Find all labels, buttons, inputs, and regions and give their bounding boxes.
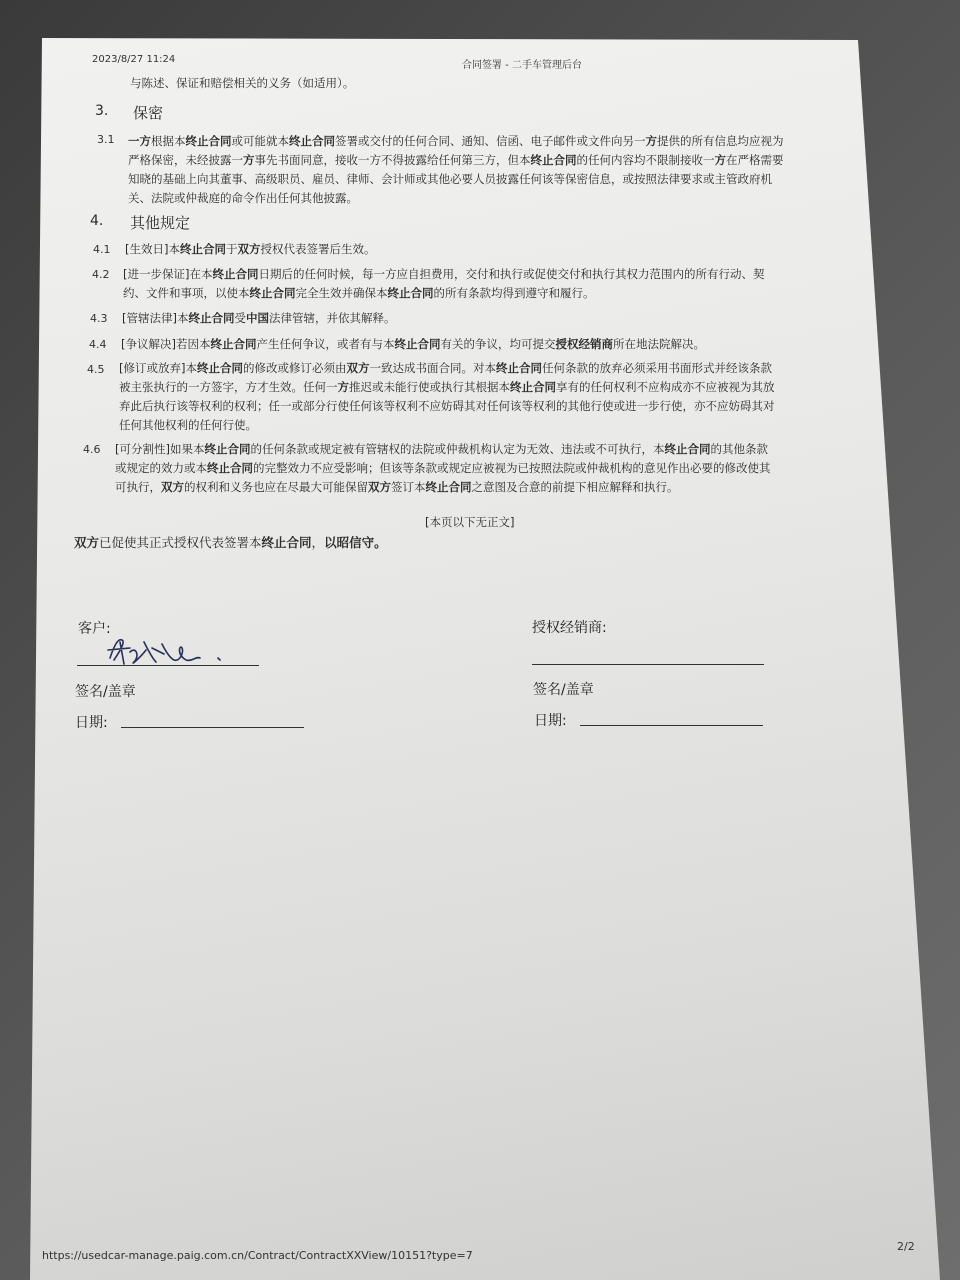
page-number: 2/2	[897, 1240, 915, 1253]
continuation-text: 与陈述、保证和赔偿相关的义务（如适用）。	[130, 76, 355, 90]
section-4-number: 4.	[90, 213, 104, 229]
text-line: 可执行，双方的权利和义务也应在尽最大可能保留双方签订本终止合同之意图及合意的前提下相应解释和执行。	[115, 480, 679, 494]
text-line: 被主张执行的一方签字，方才生效。任何一方推迟或未能行使或执行其根据本终止合同享有的任何权利不应构成亦不应被视为其放	[119, 380, 775, 394]
clause-4-6-number: 4.6	[83, 443, 101, 456]
clause-4-6-text	[115, 440, 771, 497]
dealer-date-line[interactable]	[580, 725, 763, 726]
customer-sign-label: 签名/盖章	[75, 684, 136, 700]
section-4-title: 其他规定	[130, 214, 191, 232]
text-line: 知晓的基础上向其董事、高级职员、雇员、律师、会计师或其他必要人员披露任何该等保密信息，或按照法律要求或主管政府机	[128, 172, 772, 186]
text-line: 关、法院或仲裁庭的命令作出任何其他披露。	[128, 191, 358, 205]
dealer-date-label: 日期:	[534, 713, 567, 729]
text-line: 任何其他权利的任何行使。	[119, 418, 257, 432]
clause-4-5-text	[119, 359, 775, 435]
print-datetime: 2023/8/27 11:24	[92, 54, 176, 65]
text-line: [修订或放弃]本终止合同的修改或修订必须由双方一致达成书面合同。对本终止合同任何条款的放弃必须采用书面形式并经该条款	[119, 361, 772, 375]
customer-date-label: 日期:	[75, 715, 108, 731]
customer-signature-image	[100, 628, 240, 670]
clause-4-4-text	[121, 335, 705, 354]
section-3-number: 3.	[95, 103, 109, 119]
clause-4-3-number: 4.3	[90, 312, 108, 325]
clause-4-2-text	[123, 265, 764, 303]
dealer-sign-label: 签名/盖章	[533, 682, 594, 698]
text-line: 一方根据本终止合同或可能就本终止合同签署或交付的任何合同、通知、信函、电子邮件或文件向另一方提供的所有信息均应视为	[128, 134, 784, 148]
clause-4-2-number: 4.2	[92, 268, 110, 281]
text-line: 或规定的效力或本终止合同的完整效力不应受影响；但该等条款或规定应被视为已按照法院或仲裁机构的意见作出必要的修改使其	[115, 461, 771, 475]
no-text-below-note: [本页以下无正文]	[425, 515, 515, 529]
text-line: [进一步保证]在本终止合同日期后的任何时候，每一方应自担费用，交付和执行或促使交付和执行其权力范围内的所有行动、契	[123, 267, 765, 281]
print-url: https://usedcar-manage.paig.com.cn/Contract/ContractXXView/10151?type=7	[42, 1249, 473, 1262]
clause-3-1-text	[128, 132, 784, 208]
witness-clause: 双方已促使其正式授权代表签署本终止合同，以昭信守。	[74, 535, 387, 550]
clause-4-1-number: 4.1	[93, 243, 111, 256]
clause-3-1-number: 3.1	[97, 133, 115, 146]
text-line: 严格保密，未经披露一方事先书面同意，接收一方不得披露给任何第三方，但本终止合同的任何内容均不限制接收一方在严格需要	[128, 153, 784, 167]
clause-4-4-number: 4.4	[89, 338, 107, 351]
text-line: 约、文件和事项，以使本终止合同完全生效并确保本终止合同的所有条款均得到遵守和履行。	[123, 286, 595, 300]
section-3-title: 保密	[133, 104, 164, 122]
text-line: [生效日]本终止合同于双方授权代表签署后生效。	[125, 242, 376, 256]
clause-4-3-text	[122, 309, 395, 328]
customer-label: 客户:	[78, 621, 111, 637]
text-line: [可分割性]如果本终止合同的任何条款或规定被有管辖权的法院或仲裁机构认定为无效、违法或不可执行，本终止合同的其他条款	[115, 442, 768, 456]
customer-signature-line[interactable]	[77, 665, 259, 666]
text-line: [争议解决]若因本终止合同产生任何争议，或者有与本终止合同有关的争议，均可提交授权经销商所在地法院解决。	[121, 337, 705, 351]
customer-date-line[interactable]	[121, 727, 304, 728]
clause-4-1-text	[125, 240, 375, 259]
dealer-label: 授权经销商:	[532, 620, 607, 636]
text-line: 弃此后执行该等权利的权利；任一或部分行使任何该等权利不应妨碍其对任何该等权利的其他行使或进一步行使，亦不应妨碍其对	[119, 399, 775, 413]
dealer-signature-line[interactable]	[532, 664, 764, 665]
print-page-title: 合同签署 - 二手车管理后台	[462, 60, 582, 71]
text-line: [管辖法律]本终止合同受中国法律管辖，并依其解释。	[122, 311, 396, 325]
clause-4-5-number: 4.5	[87, 363, 105, 376]
